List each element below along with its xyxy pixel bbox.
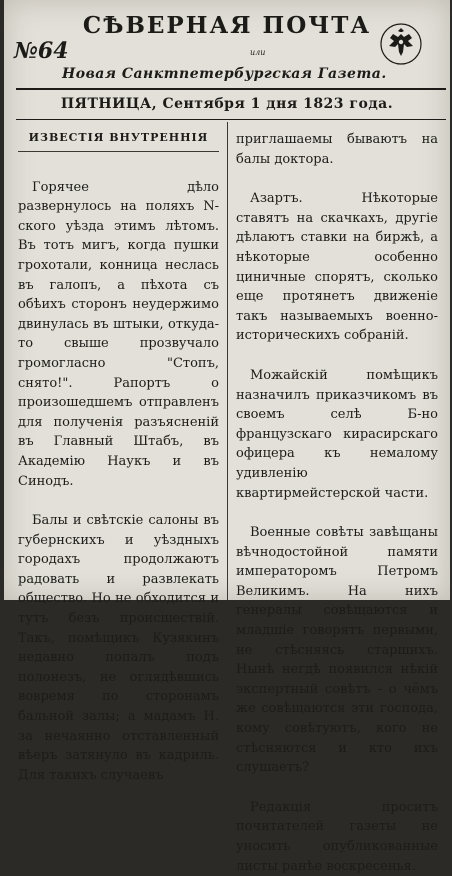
article-paragraph: Горячее дѣло развернулось на поляхъ N-ского уѣзда этимъ лѣтомъ. Въ тотъ мигъ, когда пушки грохотали, конница неслась въ галопъ, а пѣхота съ обѣихъ сторонъ неудержимо двинулась въ штыки, откуда-то свыше прозвучало громогласно "Стопъ, снято!". Рапортъ о произошедшемъ отправленъ для полученія разъясненій въ Главный Штабъ, въ Академію Наукъ и въ Синодъ. (18, 179, 219, 489)
article-paragraph: приглашаемы бываютъ на балы доктора. (236, 132, 438, 167)
left-column (18, 122, 219, 785)
double-headed-eagle-icon (379, 22, 423, 66)
newspaper-page (4, 0, 450, 874)
article-paragraph: Редакція проситъ почитателей газеты не уносить опубликованные листы ранѣе воскресенья. (236, 799, 438, 874)
masthead (4, 0, 450, 120)
newspaper-title: СѢВЕРНАЯ ПОЧТА (82, 12, 372, 39)
masthead-rule (16, 88, 446, 90)
date-line: ПЯТНИЦА, Сентября 1 дня 1823 года. (60, 96, 394, 112)
article-paragraph: Азартъ. Нѣкоторые ставятъ на скачкахъ, другіе дѣлаютъ ставки на биржѣ, а нѣкоторые особенно циничные спорятъ, сколько еще протянетъ движеніе такъ называемыхъ военно-историческихъ собраній. (236, 191, 438, 344)
date-rule (16, 119, 446, 120)
issue-number: №64 (14, 38, 69, 64)
article-paragraph: Балы и свѣтскіе салоны въ губернскихъ и уѣздныхъ городахъ продолжаютъ радовать и развлекать общество. Но не обходится и тутъ безъ происшествій. Такъ, помѣщикъ Кузякинъ недавно попалъ подъ полонезъ, не оглядѣвшись вовремя по сторонамъ бальной залы; а мадамъ Н. за нечаянно отставленный вѣеръ затянуло въ кадриль. Для такихъ случаевъ (18, 513, 219, 783)
article-paragraph: Можайскій помѣщикъ назначилъ приказчикомъ въ своемъ селѣ Б-но французскаго кирасирскаго офицера къ немалому удивленію квартирмейстерской части. (236, 367, 438, 501)
column-divider (227, 122, 228, 600)
newspaper-subtitle: Новая Санктпетербургская Газета. (62, 66, 387, 82)
article-paragraph: Военные совѣты завѣщаны вѣчнодостойной памяти императоромъ Петромъ Великимъ. На нихъ генералы совѣщаются и младшіе говорятъ первыми, не стѣсняясь старшихъ. Нынѣ негдѣ появился нѣкій экспертный совѣтъ - о чёмъ же совѣщаются эти господа, кому совѣтуютъ, кого не стѣсняются и кто ихъ слушаетъ? (236, 525, 438, 776)
title-connector: или (250, 48, 266, 57)
right-column (236, 130, 438, 876)
section-heading: ИЗВЕСТІЯ ВНУТРЕННІЯ (18, 122, 219, 152)
